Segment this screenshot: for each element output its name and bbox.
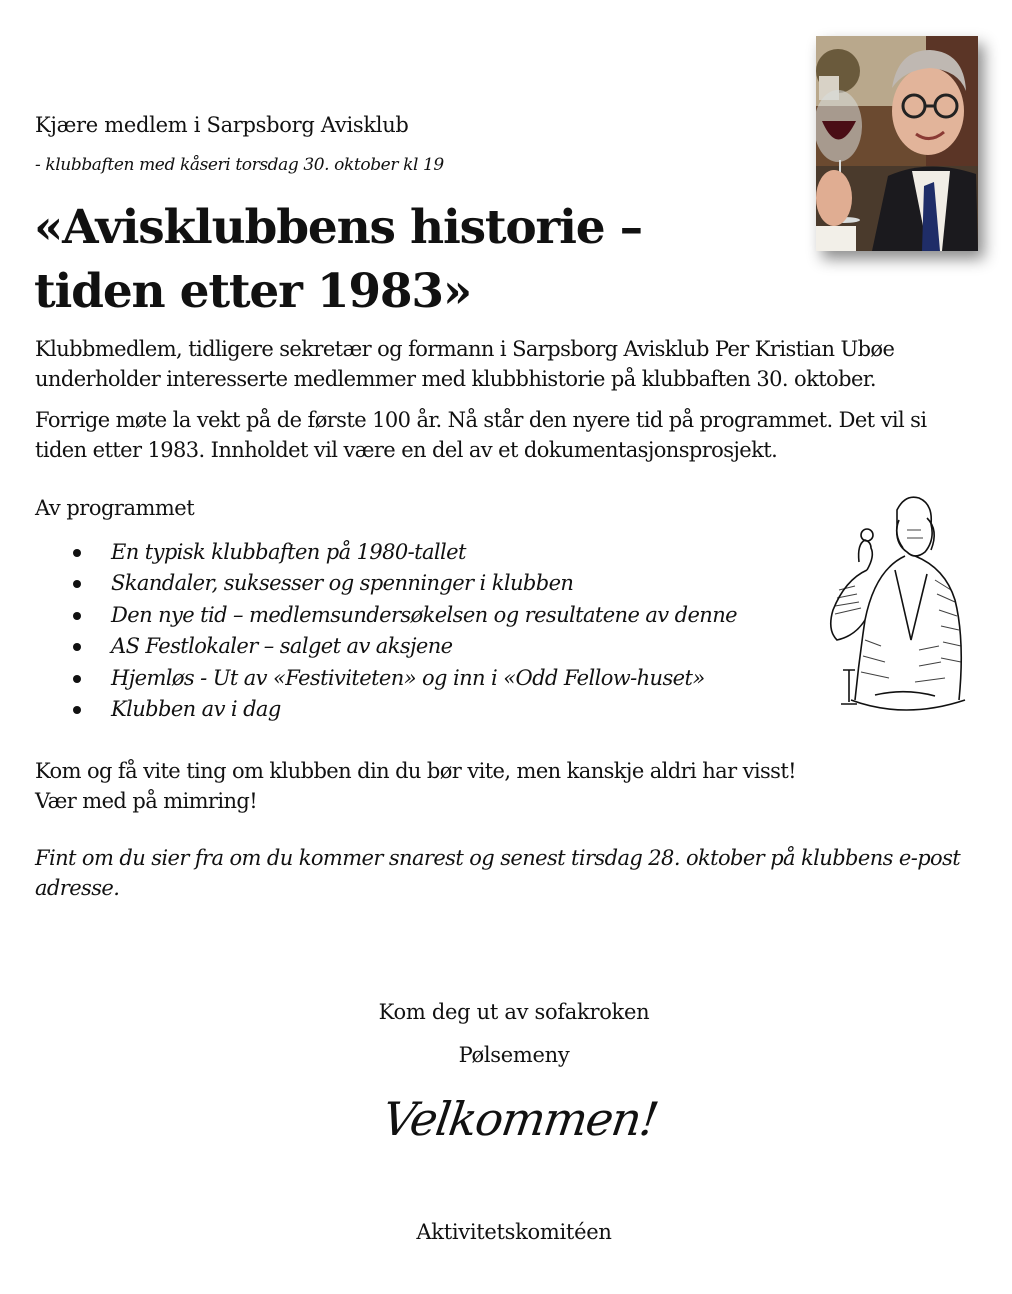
list-item (73, 600, 737, 631)
bullet-icon (73, 612, 81, 620)
context-line-2: tiden etter 1983. Innholdet vil være en del av et dokumentasjonsprosjekt. (35, 438, 778, 462)
speaker-photo (816, 36, 978, 251)
toasting-man-sketch (815, 490, 975, 725)
list-item-text: En typisk klubbaften på 1980-tallet (111, 540, 466, 564)
list-item (73, 694, 737, 725)
bullet-icon (73, 643, 81, 651)
list-item (73, 631, 737, 662)
welcome-heading: Velkommen! (379, 1092, 661, 1146)
invitation-paragraph (35, 756, 995, 816)
rsvp-line-2: adresse. (35, 876, 120, 900)
menu-note: Pølsemeny (458, 1043, 570, 1067)
bullet-icon (73, 580, 81, 588)
page-title (34, 196, 642, 324)
signature: Aktivitetskomitéen (416, 1220, 612, 1244)
rsvp-paragraph (35, 843, 995, 903)
speaker-photo-image (816, 36, 978, 251)
list-item (73, 568, 737, 599)
list-item-text: AS Festlokaler – salget av aksjene (111, 634, 453, 659)
invitation-line-1: Kom og få vite ting om klubben din du bør vite, men kanskje aldri har visst! (35, 759, 797, 783)
bullet-icon (73, 706, 81, 714)
list-item-text: Den nye tid – medlemsundersøkelsen og resultatene av denne (111, 602, 737, 627)
event-subline: - klubbaften med kåseri torsdag 30. oktober kl 19 (35, 155, 444, 175)
invitation-line-2: Vær med på mimring! (35, 789, 258, 813)
intro-paragraph (35, 334, 995, 394)
list-item-text: Hjemløs - Ut av «Festiviteten» og inn i «Odd Fellow-huset» (111, 665, 705, 690)
program-list (73, 537, 737, 725)
program-heading: Av programmet (35, 496, 195, 520)
title-line-2: tiden etter 1983» (34, 264, 472, 319)
list-item (73, 537, 737, 568)
greeting: Kjære medlem i Sarpsborg Avisklub (35, 113, 409, 137)
title-line-1: «Avisklubbens historie – (34, 200, 642, 255)
rsvp-line-1: Fint om du sier fra om du kommer snarest og senest tirsdag 28. oktober på klubbens e-post (35, 846, 961, 870)
bullet-icon (73, 675, 81, 683)
vintage-illustration (815, 490, 975, 725)
context-line-1: Forrige møte la vekt på de første 100 år. Nå står den nyere tid på programmet. Det vil si (35, 408, 927, 432)
context-paragraph (35, 405, 995, 465)
list-item-text: Skandaler, suksesser og spenninger i klubben (111, 571, 574, 596)
bullet-icon (73, 549, 81, 557)
intro-line-2: underholder interesserte medlemmer med klubbhistorie på klubbaften 30. oktober. (35, 367, 876, 391)
footer-tagline: Kom deg ut av sofakroken (378, 1000, 650, 1024)
list-item (73, 663, 737, 694)
intro-line-1: Klubbmedlem, tidligere sekretær og formann i Sarpsborg Avisklub Per Kristian Ubøe (35, 337, 895, 361)
list-item-text: Klubben av i dag (111, 697, 281, 722)
